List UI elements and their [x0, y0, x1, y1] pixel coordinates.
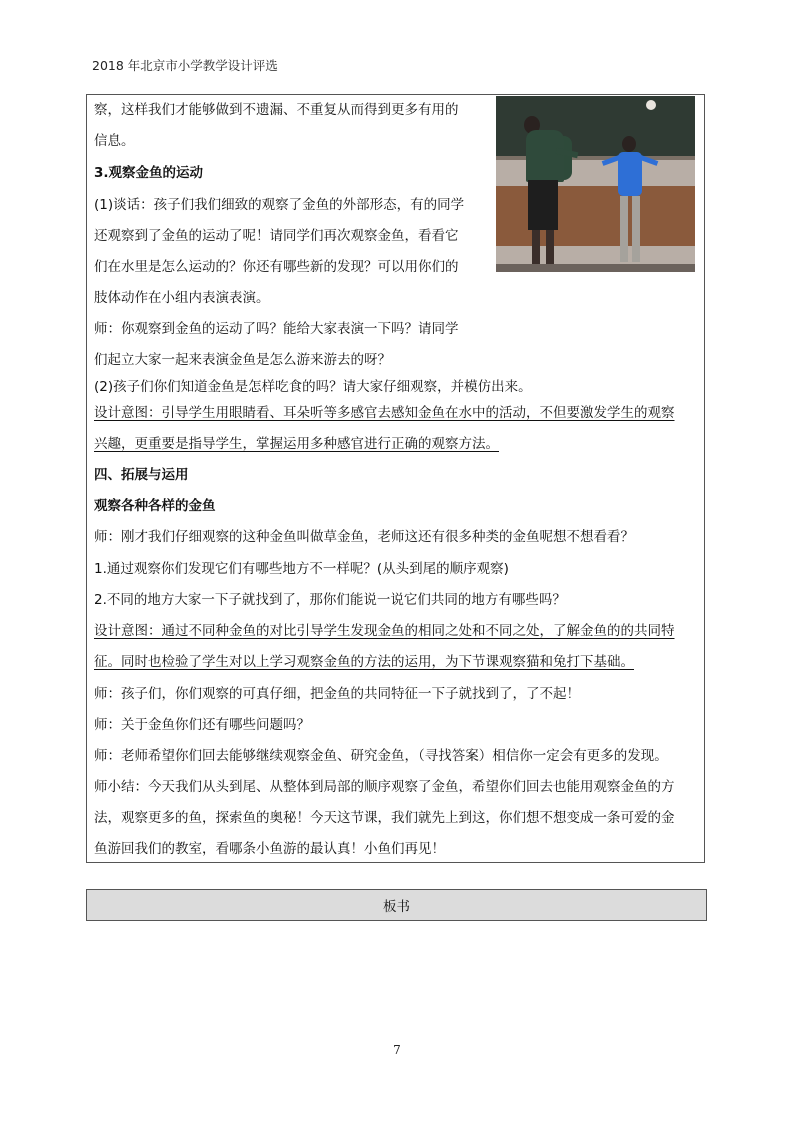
text-line: 们起立大家一起来表演金鱼是怎么游来游去的呀？	[94, 352, 391, 368]
text-line: (1)谈话：孩子们我们细致的观察了金鱼的外部形态，有的同学	[94, 197, 465, 213]
design-intent-line: 兴趣，更重要是指导学生，掌握运用多种感官进行正确的观察方法。	[94, 436, 499, 452]
text-line: 师：孩子们，你们观察的可真仔细，把金鱼的共同特征一下子就找到了，了不起！	[94, 686, 580, 702]
text-line: 信息。	[94, 133, 135, 149]
classroom-photo	[496, 96, 695, 272]
text-line: 1.通过观察你们发现它们有哪些地方不一样呢？(从头到尾的顺序观察)	[94, 561, 509, 577]
text-line: 还观察到了金鱼的运动了呢！请同学们再次观察金鱼，看看它	[94, 228, 459, 244]
board-section-bar	[86, 889, 707, 921]
subsection-heading: 观察各种各样的金鱼	[94, 498, 216, 514]
text-line: 师：刚才我们仔细观察的这种金鱼叫做草金鱼，老师这还有很多种类的金鱼呢想不想看看？	[94, 529, 634, 545]
design-intent-line: 征。同时也检验了学生对以上学习观察金鱼的方法的运用，为下节课观察猫和兔打下基础。	[94, 654, 634, 670]
design-intent-line: 设计意图：引导学生用眼睛看、耳朵听等多感官去感知金鱼在水中的活动，不但要激发学生的观察	[94, 405, 675, 421]
text-line: 师小结：今天我们从头到尾、从整体到局部的顺序观察了金鱼，希望你们回去也能用观察金鱼的方	[94, 779, 675, 795]
text-line: 肢体动作在小组内表演表演。	[94, 290, 270, 306]
text-line: 鱼游回我们的教室，看哪条小鱼游的最认真！小鱼们再见！	[94, 841, 445, 857]
text-line: 2.不同的地方大家一下子就找到了，那你们能说一说它们共同的地方有哪些吗？	[94, 592, 566, 608]
text-line: 察，这样我们才能够做到不遗漏、不重复从而得到更多有用的	[94, 102, 459, 118]
text-line: (2)孩子们你们知道金鱼是怎样吃食的吗？请大家仔细观察，并模仿出来。	[94, 379, 532, 395]
page-number: 7	[393, 1043, 401, 1057]
text-line: 师：老师希望你们回去能够继续观察金鱼、研究金鱼，（寻找答案）相信你一定会有更多的发现。	[94, 748, 668, 764]
section-heading: 四、拓展与运用	[94, 467, 189, 483]
board-label: 板书	[383, 899, 410, 915]
page-header: 2018 年北京市小学教学设计评选	[92, 58, 278, 73]
text-line: 师：关于金鱼你们还有哪些问题吗？	[94, 717, 310, 733]
section-heading: 3.观察金鱼的运动	[94, 165, 204, 181]
design-intent-line: 设计意图：通过不同种金鱼的对比引导学生发现金鱼的相同之处和不同之处，了解金鱼的的共同特	[94, 623, 675, 639]
text-line: 法，观察更多的鱼，探索鱼的奥秘！今天这节课，我们就先上到这，你们想不想变成一条可爱的金	[94, 810, 675, 826]
text-line: 师：你观察到金鱼的运动了吗？能给大家表演一下吗？请同学	[94, 321, 459, 337]
text-line: 们在水里是怎么运动的？你还有哪些新的发现？可以用你们的	[94, 259, 459, 275]
